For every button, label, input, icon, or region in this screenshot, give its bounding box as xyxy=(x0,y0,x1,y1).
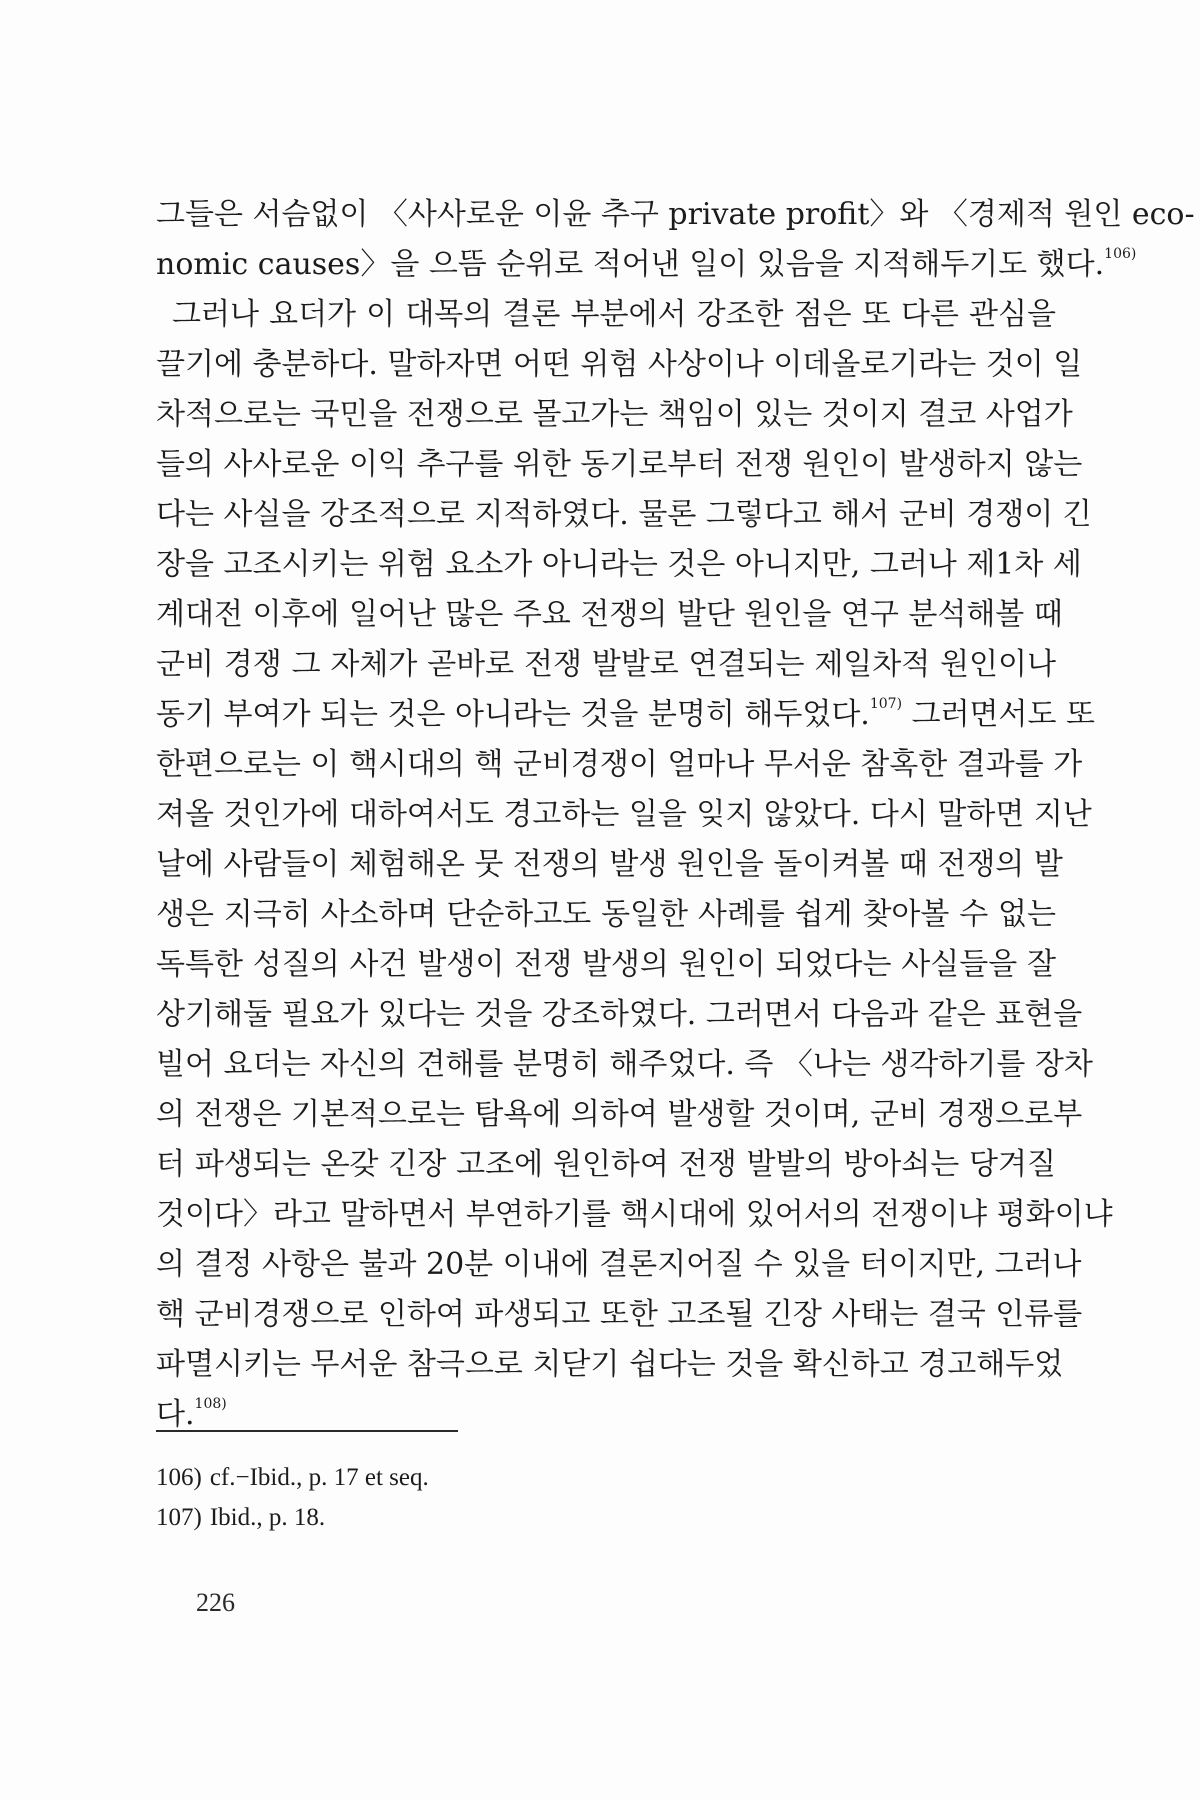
footnote xyxy=(156,1458,856,1498)
text-line: 빌어 요더는 자신의 견해를 분명히 해주었다. 즉 〈나는 생각하기를 장차 xyxy=(156,1047,1093,1082)
text-line: 다.$^{108)}$ xyxy=(156,1396,227,1432)
text-line: 날에 사람들이 체험해온 뭇 전쟁의 발생 원인을 돌이켜볼 때 전쟁의 발 xyxy=(156,847,1063,882)
text-line: 다는 사실을 강조적으로 지적하였다. 물론 그렇다고 해서 군비 경쟁이 긴 xyxy=(156,497,1092,532)
footnote-text: Ibid., p. 18. xyxy=(209,1504,326,1531)
footnote-number: 107) xyxy=(156,1504,202,1531)
text-line: 장을 고조시키는 위험 요소가 아니라는 것은 아니지만, 그러나 제1차 세 xyxy=(156,547,1082,582)
body-text xyxy=(156,190,1195,1440)
footnote-number: 106) xyxy=(156,1464,202,1491)
text-line: 생은 지극히 사소하며 단순하고도 동일한 사례를 쉽게 찾아볼 수 없는 xyxy=(156,897,1056,932)
footnote-text: cf.−Ibid., p. 17 et seq. xyxy=(209,1464,429,1491)
footnote xyxy=(156,1498,856,1538)
text-line: 것이다〉라고 말하면서 부연하기를 핵시대에 있어서의 전쟁이냐 평화이냐 xyxy=(156,1197,1113,1232)
text-line: 군비 경쟁 그 자체가 곧바로 전쟁 발발로 연결되는 제일차적 원인이나 xyxy=(156,647,1056,682)
footnote-ref: 108) xyxy=(194,1396,227,1412)
text-line: 터 파생되는 온갖 긴장 고조에 원인하여 전쟁 발발의 방아쇠는 당겨질 xyxy=(156,1147,1056,1182)
text-line: 그들은 서슴없이 〈사사로운 이윤 추구 private profit〉와 〈경제적 원인 eco- xyxy=(156,197,1195,232)
footnote-ref: 107) xyxy=(869,696,903,712)
footnote-ref: 106) xyxy=(1104,246,1137,262)
text-line: 의 결정 사항은 불과 20분 이내에 결론지어질 수 있을 터이지만, 그러나 xyxy=(156,1247,1082,1282)
text-line: 의 전쟁은 기본적으로는 탐욕에 의하여 발생할 것이며, 군비 경쟁으로부 xyxy=(156,1097,1083,1132)
text-line: 핵 군비경쟁으로 인하여 파생되고 또한 고조될 긴장 사태는 결국 인류를 xyxy=(156,1297,1083,1332)
text-line: nomic causes〉을 으뜸 순위로 적어낸 일이 있음을 지적해두기도 했다.$^{106)}$ xyxy=(156,246,1137,282)
footnote-separator xyxy=(156,1430,458,1432)
text-line: 져올 것인가에 대하여서도 경고하는 일을 잊지 않았다. 다시 말하면 지난 xyxy=(156,797,1092,832)
text-line: 한편으로는 이 핵시대의 핵 군비경쟁이 얼마나 무서운 참혹한 결과를 가 xyxy=(156,747,1083,782)
footnotes xyxy=(156,1458,856,1538)
text-line: 동기 부여가 되는 것은 아니라는 것을 분명히 해두었다.$^{107)}$ 그러면서도 또 xyxy=(156,696,1095,732)
text-line: 상기해둘 필요가 있다는 것을 강조하였다. 그러면서 다음과 같은 표현을 xyxy=(156,997,1083,1032)
text-line: 독특한 성질의 사건 발생이 전쟁 발생의 원인이 되었다는 사실들을 잘 xyxy=(156,947,1056,982)
text-line: 끌기에 충분하다. 말하자면 어떤 위험 사상이나 이데올로기라는 것이 일 xyxy=(156,347,1083,382)
text-line: 파멸시키는 무서운 참극으로 치닫기 쉽다는 것을 확신하고 경고해두었 xyxy=(156,1347,1064,1382)
text-line: 계대전 이후에 일어난 많은 주요 전쟁의 발단 원인을 연구 분석해볼 때 xyxy=(156,597,1063,632)
page-number: 226 xyxy=(196,1588,235,1617)
paragraph-start-line: 그러나 요더가 이 대목의 결론 부분에서 강조한 점은 또 다른 관심을 xyxy=(172,297,1056,332)
text-line: 들의 사사로운 이익 추구를 위한 동기로부터 전쟁 원인이 발생하지 않는 xyxy=(156,447,1083,482)
text-line: 차적으로는 국민을 전쟁으로 몰고가는 책임이 있는 것이지 결코 사업가 xyxy=(156,397,1073,432)
